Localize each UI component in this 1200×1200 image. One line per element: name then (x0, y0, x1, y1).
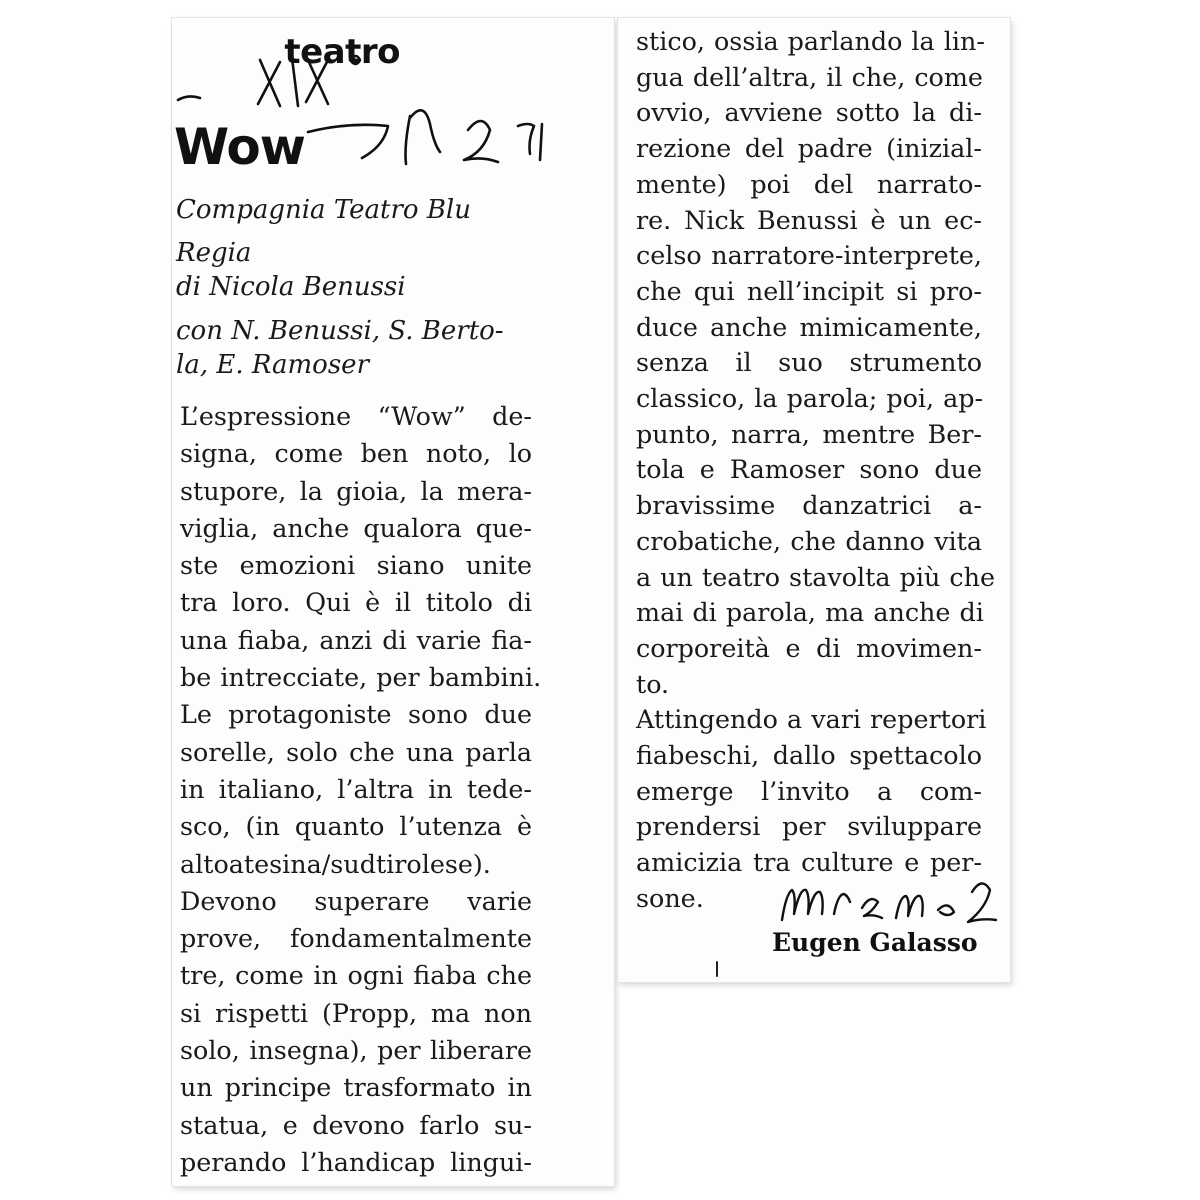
text-line: emerge l’invito a com- (636, 775, 982, 806)
text-line: stupore, la gioia, la mera- (180, 475, 532, 506)
text-line: si rispetti (Propp, ma non (180, 997, 532, 1028)
cast-credit (176, 314, 536, 382)
article-title: Wow (174, 118, 305, 176)
text-line: celso narratore-interprete, (636, 240, 982, 271)
text-line: tre, come in ogni fiaba che (180, 960, 532, 991)
cast-line-2: la, E. Ramoser (176, 350, 369, 380)
text-line: be intrecciate, per bambini. (180, 662, 542, 693)
text-line: mai di parola, ma anche di (636, 597, 984, 628)
text-line: prendersi per sviluppare (636, 811, 982, 842)
text-line: ste emozioni siano unite (180, 550, 532, 581)
text-line: duce anche mimicamente, (636, 311, 982, 342)
text-line: solo, insegna), per liberare (180, 1035, 532, 1066)
text-line: tola e Ramoser sono due (636, 454, 982, 485)
text-line: Devono superare varie (180, 885, 532, 916)
text-line: sco, (in quanto l’utenza è (180, 811, 532, 842)
text-line: Attingendo a vari repertori (636, 704, 987, 735)
text-line: ovvio, avviene sotto la di- (636, 97, 982, 128)
pen-tick-mark (712, 960, 722, 980)
author-signature: Eugen Galasso (772, 928, 978, 957)
text-line: che qui nell’incipit si pro- (636, 275, 982, 306)
text-line: sone. (636, 882, 704, 913)
text-line: perando l’handicap lingui- (180, 1146, 532, 1177)
text-line: signa, come ben noto, lo (180, 438, 532, 469)
text-line: in italiano, l’altra in tede- (180, 773, 532, 804)
credits-block (176, 193, 536, 391)
direction-credit (176, 236, 536, 304)
text-line: mente) poi del narrato- (636, 168, 982, 199)
text-line: punto, narra, mentre Ber- (636, 418, 982, 449)
text-line: corporeità e di movimen- (636, 632, 982, 663)
text-line: senza il suo strumento (636, 347, 982, 378)
text-line: crobatiche, che danno vita (636, 525, 982, 556)
section-label: teatro (284, 32, 400, 72)
text-line: viglia, anche qualora que- (180, 512, 532, 543)
text-line: amicizia tra culture e per- (636, 847, 982, 878)
text-line: L’espressione “Wow” de- (180, 401, 532, 431)
text-line: prove, fondamentalmente (180, 923, 532, 954)
text-line: a un teatro stavolta più che (636, 561, 995, 592)
company-credit: Compagnia Teatro Blu (176, 195, 471, 225)
text-line: un principe trasformato in (180, 1072, 532, 1103)
text-line: altoatesina/sudtirolese). (180, 848, 491, 879)
text-line: Le protagoniste sono due (180, 699, 532, 730)
article-column-left (180, 398, 542, 1181)
text-line: una fiaba, anzi di varie fia- (180, 624, 532, 655)
text-line: tra loro. Qui è il titolo di (180, 587, 532, 618)
text-line: stico, ossia parlando la lin- (636, 26, 985, 56)
direction-line-2: di Nicola Benussi (176, 272, 406, 302)
text-line: statua, e devono farlo su- (180, 1109, 532, 1140)
direction-line-1: Regia (176, 238, 252, 268)
text-line: bravissime danzatrici a- (636, 490, 982, 521)
text-line: fiabeschi, dallo spettacolo (636, 740, 982, 771)
text-line: rezione del padre (inizial- (636, 133, 982, 164)
text-line: classico, la parola; poi, ap- (636, 383, 984, 414)
article-column-right (636, 24, 995, 917)
text-line: re. Nick Benussi è un ec- (636, 204, 982, 235)
cast-line-1: con N. Benussi, S. Berto- (176, 316, 504, 346)
text-line: to. (636, 668, 670, 699)
text-line: sorelle, solo che una parla (180, 736, 532, 767)
text-line: gua dell’altra, il che, come (636, 61, 983, 92)
